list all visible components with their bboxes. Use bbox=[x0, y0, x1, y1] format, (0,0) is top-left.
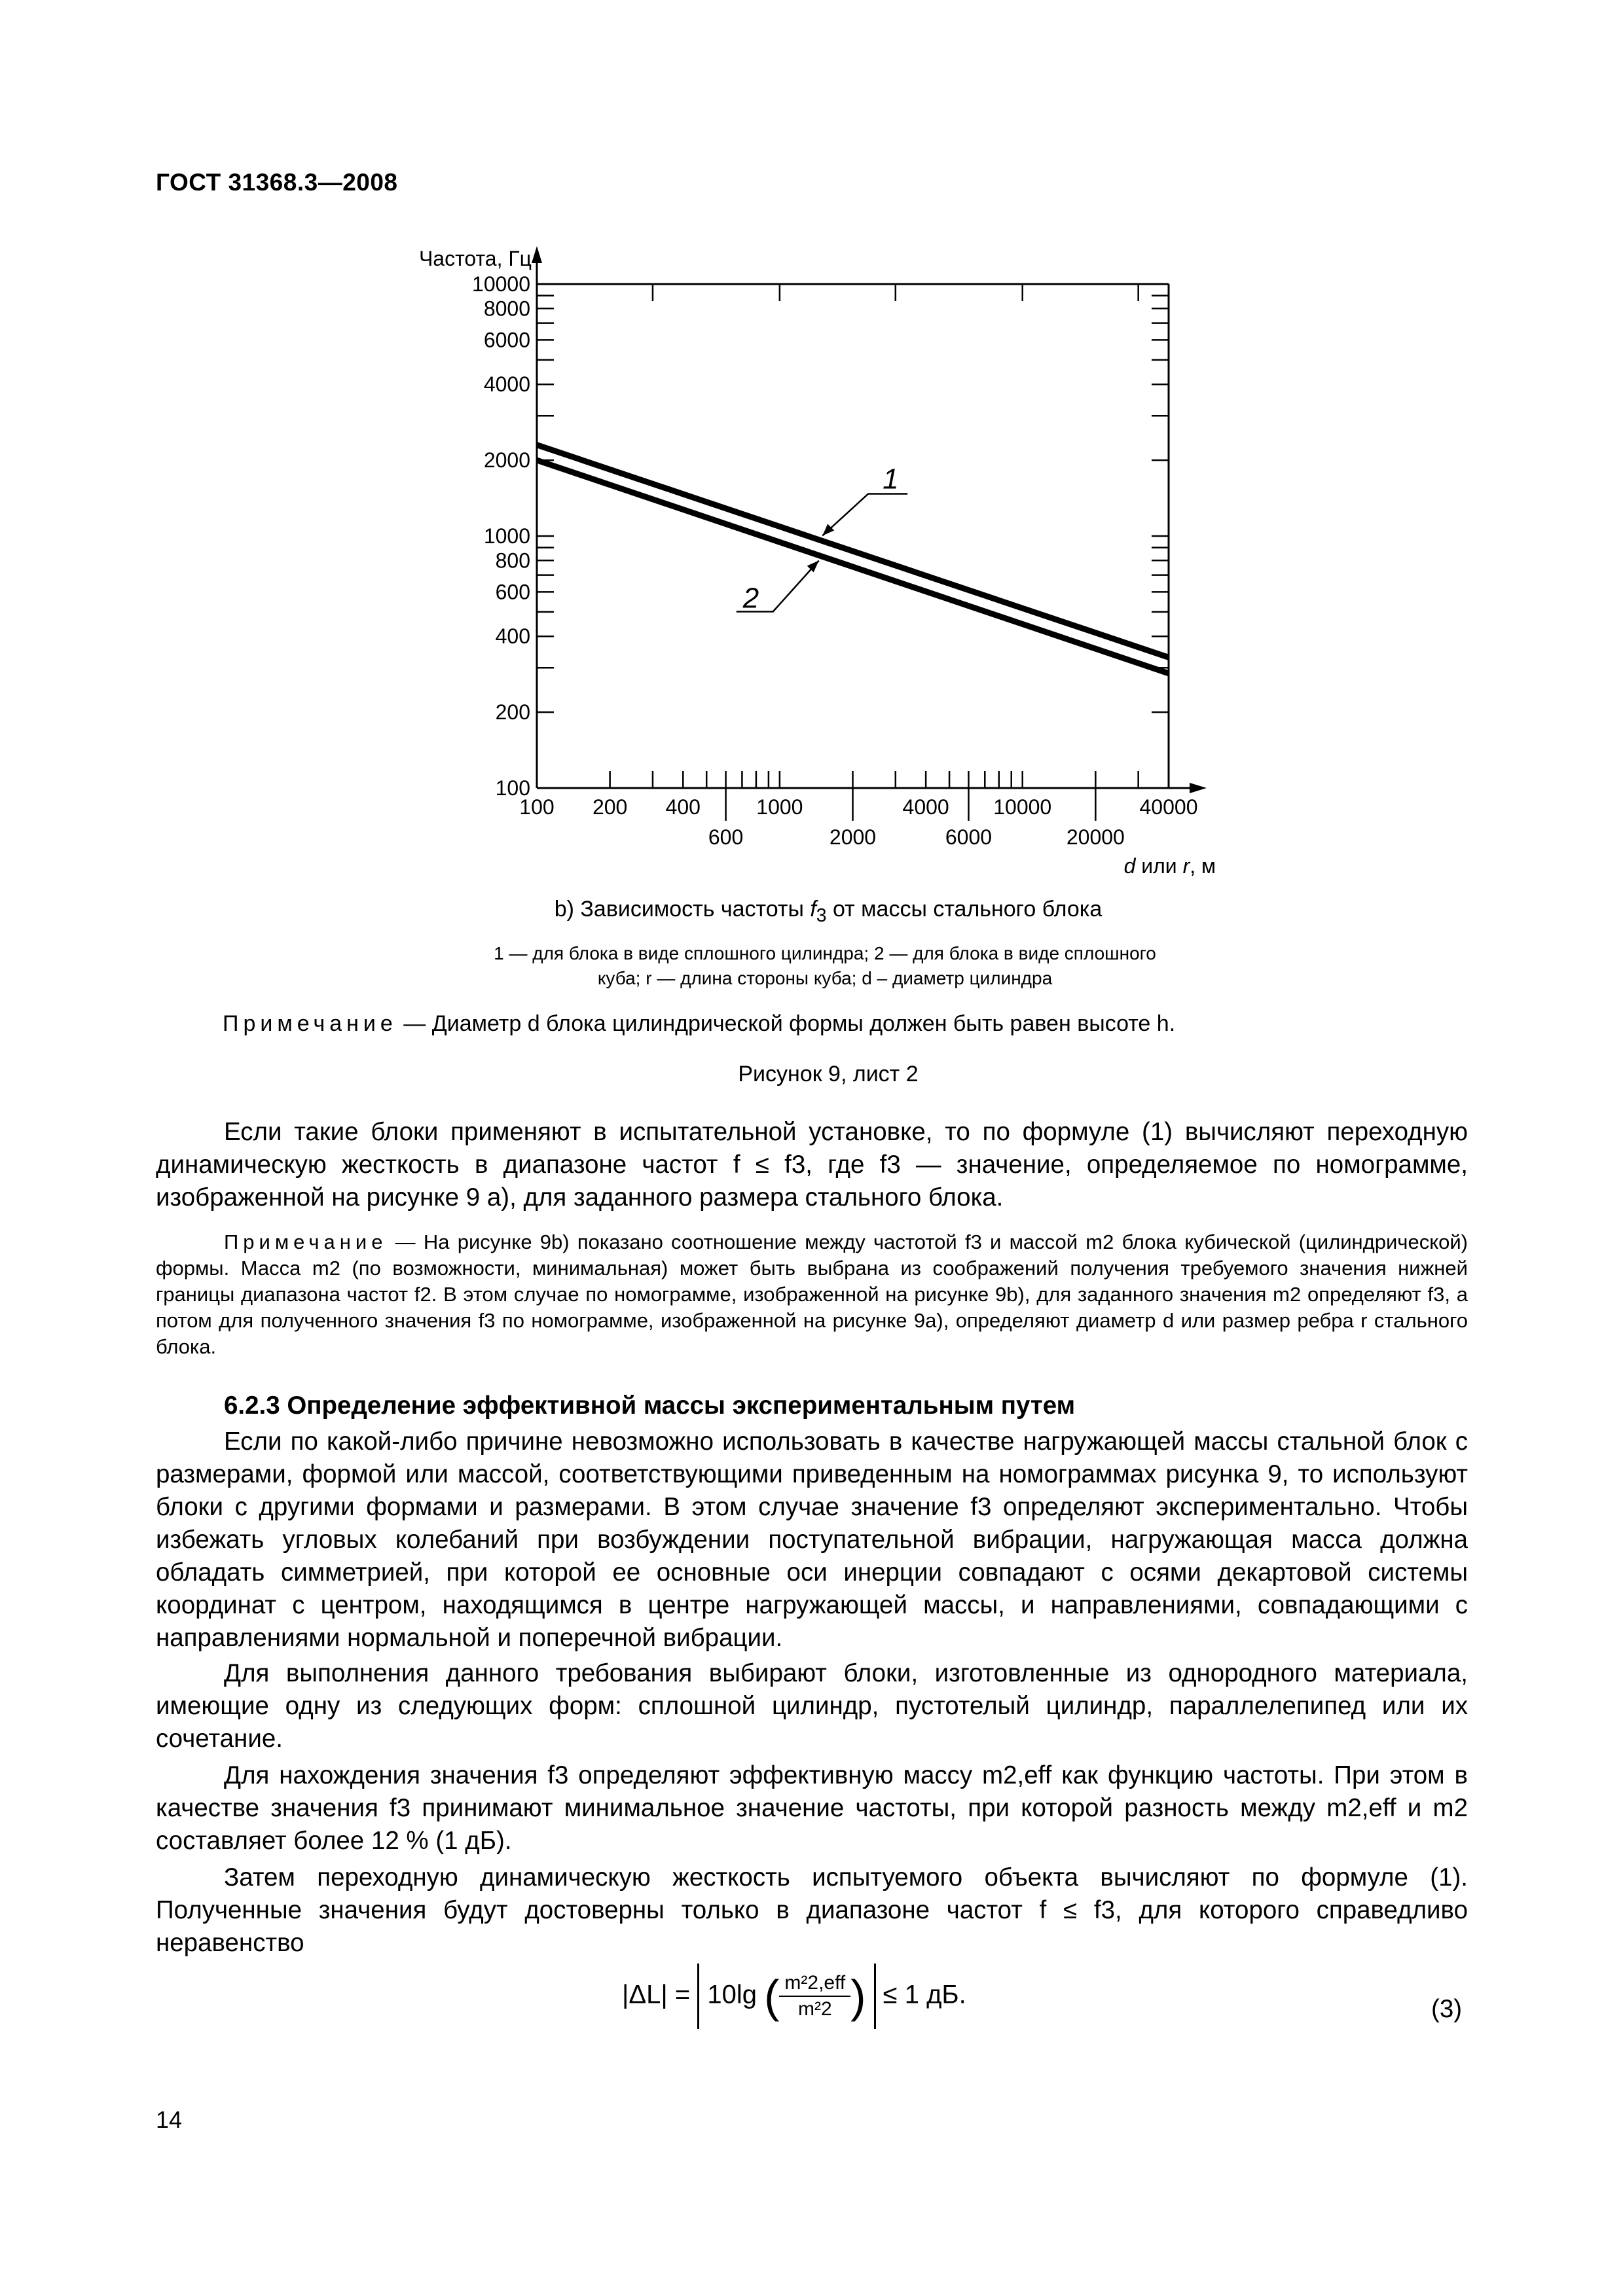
y-tick-label: 400 bbox=[495, 624, 530, 649]
x-tick-label-upper: 4000 bbox=[902, 795, 949, 819]
x-tick-label-upper: 200 bbox=[592, 795, 628, 819]
x-tick-label-upper: 10000 bbox=[993, 795, 1052, 819]
series-label-1: 1 bbox=[883, 463, 899, 495]
document-header: ГОСТ 31368.3—2008 bbox=[156, 169, 398, 196]
legend-line-1: 1 — для блока в виде сплошного цилиндра; 2 — для блока в виде сплошного bbox=[494, 943, 1156, 963]
y-tick-label: 4000 bbox=[483, 372, 530, 397]
formula-lg: 10lg bbox=[707, 1980, 757, 2009]
x-axis-title: d или r, м bbox=[1123, 854, 1216, 878]
y-axis-title: Частота, Гц bbox=[418, 247, 532, 270]
x-tick-label-upper: 1000 bbox=[756, 795, 803, 819]
x-axis-arrow bbox=[1190, 783, 1207, 793]
y-tick-label: 800 bbox=[495, 548, 530, 573]
series-line-1 bbox=[537, 445, 1169, 658]
legend-line-2: куба; r — длина стороны куба; d – диаметр цилиндра bbox=[597, 968, 1053, 988]
formula-number: (3) bbox=[1431, 1995, 1463, 2023]
paragraph-4: Для нахождения значения f3 определяют эффективную массу m2,eff как функцию частоты. При этом в качестве значения f3 принимают минимальное значение частоты, при которой разность между m2,eff и m2 составляет более 12 % (1 дБ). bbox=[156, 1761, 1468, 1855]
y-tick-label: 8000 bbox=[483, 296, 530, 321]
y-axis-arrow bbox=[532, 246, 542, 263]
note-2 bbox=[156, 1229, 1468, 1360]
x-tick-label-lower: 2000 bbox=[829, 825, 877, 849]
page-number: 14 bbox=[156, 2106, 183, 2133]
figure-note bbox=[223, 1011, 1401, 1037]
formula-lhs: |ΔL| = bbox=[622, 1980, 691, 2009]
series-line-2 bbox=[537, 460, 1169, 673]
formula-abs: 10lg ( $\frac{\text{m²2,eff}}{\text{m²2}}$ ) bbox=[697, 1964, 875, 2029]
formula-rhs: ≤ 1 дБ. bbox=[883, 1980, 966, 2009]
y-tick-label: 10000 bbox=[472, 272, 530, 296]
paragraph-5: Затем переходную динамическую жесткость испытуемого объекта вычисляют по формуле (1). Полученные значения будут достоверны только в диапазоне частот f ≤ f3, для которого справедливо неравенство bbox=[156, 1863, 1468, 1957]
note-text: — Диаметр d блока цилиндрической формы должен быть равен высоте h. bbox=[397, 1011, 1176, 1036]
y-tick-label: 200 bbox=[495, 700, 530, 725]
figure-legend bbox=[367, 941, 1283, 991]
nomogram-chart bbox=[367, 229, 1283, 884]
paragraph-1: Если такие блоки применяют в испытательной установке, то по формуле (1) вычисляют переходную динамическую жесткость в диапазоне частот f ≤ f3, где f3 — значение, определяемое по номограмме, изображенной на рисунке 9 а), для заданного размера стального блока. bbox=[156, 1118, 1468, 1211]
section-heading: 6.2.3 Определение эффективной массы экспериментальным путем bbox=[224, 1391, 1076, 1420]
x-tick-label-upper: 400 bbox=[665, 795, 701, 819]
x-tick-label-lower: 600 bbox=[708, 825, 744, 849]
x-tick-label-lower: 6000 bbox=[945, 825, 993, 849]
y-tick-label: 100 bbox=[495, 776, 530, 800]
paragraph-2: Если по какой-либо причине невозможно использовать в качестве нагружающей массы стальной блок с размерами, формой или массой, соответствующими приведенным на номограммах рисунка 9, то используют блоки с другими формами и размерами. В этом случае значение f3 определяют экспериментально. Чтобы избежать угловых колебаний при возбуждении поступательной вибрации, нагружающая масса должна обладать симметрией, при которой ее основные оси инерции совпадают с осями декартовой системы координат с центром, находящимся в центре нагружающей массы, и направлениями, совпадающими с направлениями нормальной и поперечной вибрации. bbox=[156, 1427, 1468, 1652]
note2-text: — На рисунке 9b) показано соотношение между частотой f3 и массой m2 блока кубической (цилиндрической) формы. Масса m2 (по возможности, минимальная) может быть выбрана из соображений получения требуемого значения нижней границы диапазона частот f2. В этом случае по номограмме, изображенной на рисунке 9b), для заданного значения m2 определяют f3, а потом для полученного значения f3 по номограмме, изображенной на рисунке 9а), определяют диаметр d или размер ребра r стального блока. bbox=[156, 1230, 1468, 1358]
y-tick-label: 1000 bbox=[483, 524, 530, 548]
note2-label: Примечание bbox=[224, 1230, 388, 1253]
formula-denominator: m²2 bbox=[797, 1998, 832, 2020]
paragraph-3: Для выполнения данного требования выбирают блоки, изготовленные из однородного материала, имеющие одну из следующих форм: сплошной цилиндр, пустотелый цилиндр, параллелепипед или их сочетание. bbox=[156, 1659, 1468, 1753]
formula-fraction bbox=[779, 1971, 850, 2022]
y-tick-label: 600 bbox=[495, 580, 530, 604]
y-tick-label: 6000 bbox=[483, 328, 530, 352]
x-tick-label-upper: 100 bbox=[519, 795, 555, 819]
x-tick-label-upper: 40000 bbox=[1139, 795, 1198, 819]
formula-numerator: m²2,eff bbox=[779, 1971, 850, 1997]
formula-3 bbox=[622, 1964, 966, 2062]
series-label-2: 2 bbox=[742, 582, 759, 615]
x-tick-label-lower: 20000 bbox=[1066, 825, 1125, 849]
leader-line-1 bbox=[822, 493, 907, 535]
figure-caption: b) Зависимость частоты $f_3$ от массы стального блока bbox=[554, 897, 1103, 926]
note-label: Примечание bbox=[223, 1011, 397, 1036]
figure-title: Рисунок 9, лист 2 bbox=[738, 1062, 919, 1086]
y-tick-label: 2000 bbox=[483, 448, 530, 473]
